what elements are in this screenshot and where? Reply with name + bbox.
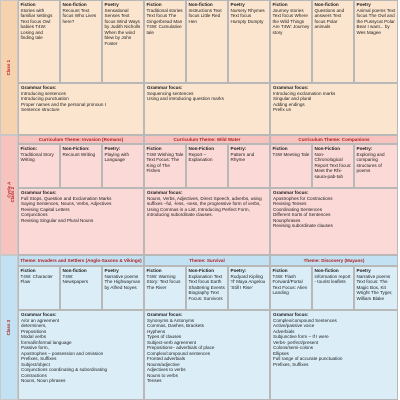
class2-grammar-box <box>18 188 144 255</box>
grammar-line: Full Stops, Question and Exclamation Marks <box>21 195 112 201</box>
grammar-line: Revising subordinate clauses <box>273 223 333 228</box>
grammar-line: Verbs- perfect/present <box>273 339 319 345</box>
class2-theme: Curriculum Theme: Wild Water <box>144 135 270 144</box>
class3-cell <box>102 266 144 310</box>
grammar-line: Prepositions <box>21 328 47 334</box>
class3-theme: Theme: Invaders and Settlers (Anglo-Saxons & Vikings) <box>18 255 144 266</box>
class2-cell <box>102 144 144 188</box>
grammar-line: Nounphrases <box>273 217 301 223</box>
grammar-heading: Grammar focus: <box>273 190 309 195</box>
side-labels <box>0 0 18 400</box>
grammar-line: Introducing punctuation <box>21 96 69 101</box>
cell-body: Recount Writing <box>62 151 96 157</box>
cell-body: T4W Meeting Tale <box>272 151 310 157</box>
grammar-line: Revising Singular and Plural Nouns <box>21 217 94 223</box>
cell-heading: Poetry: <box>356 146 373 151</box>
class2-theme: Curriculum Theme: Invasion (Romans) <box>18 135 144 144</box>
cell-body: T4W: Newspapers <box>62 273 89 284</box>
class1-cell <box>354 0 398 83</box>
grammar-heading: Grammar focus: <box>21 312 57 317</box>
grammar-line: Prefix un <box>273 107 292 112</box>
cell-body: Instructions Text focus Little Red Hen <box>188 7 222 24</box>
grammar-line: Types of clauses <box>147 334 182 339</box>
timetable-grid <box>18 0 398 400</box>
class2-theme-row <box>18 135 398 144</box>
cell-heading: Poetry: <box>104 146 121 151</box>
grammar-line: Complex/compound Sentences <box>273 317 337 323</box>
grammar-line: Revising Capital Letters <box>21 206 70 212</box>
grammar-line: Revising Tenses <box>273 201 307 206</box>
grammar-line: Nouns, Verbs, Adjectives, Direct Speech, adverbs, using suffixes –ful, -less, -ness, the progressive form of verbs, Using Commas in a List, Introducing Perfect Form, introducing subordinate clauses. <box>147 195 262 217</box>
class2-cell <box>270 144 312 188</box>
cell-heading: Non-Fiction <box>314 146 341 151</box>
grammar-line: Apostrophes for Contractions <box>273 195 333 201</box>
grammar-line: Prepositions– adverbials of place <box>147 345 215 350</box>
grammar-line: Nouns/adjective <box>147 361 180 367</box>
cell-heading: Poetry: <box>230 146 247 151</box>
cell-heading: Poetry <box>356 2 371 7</box>
grammar-line: Singular and plural <box>273 96 312 101</box>
grammar-line: Sequencing sentences <box>147 90 194 96</box>
class1-cell <box>270 0 312 83</box>
cell-heading: Fiction <box>146 268 162 273</box>
cell-heading: Non-fiction <box>314 268 339 273</box>
cell-heading: Non-fiction <box>62 268 87 273</box>
class3-cell <box>144 266 186 310</box>
grammar-line: A/or an agreement <box>21 317 60 323</box>
class3-theme: Theme: Discovery (Mayans) <box>270 255 398 266</box>
cell-body: Pattern and Rhyme <box>230 151 255 162</box>
grammar-line: Conjunctions coordinating & subordinating <box>21 367 108 372</box>
class1-label: Class 1 <box>6 59 12 76</box>
cell-body: Animal poems Text focus The Owl and the Pussycat Polar Bear I want... by Wes Magee <box>356 7 396 35</box>
cell-body: Rudyard Kipling 'If' Maya Angelou 'Still I Rise' <box>230 273 266 290</box>
grammar-line: Sentence structure <box>21 107 60 112</box>
class3-cell <box>354 266 398 310</box>
grammar-line: Complex/compound sentences <box>147 350 211 356</box>
class1-cell <box>144 0 186 83</box>
cell-heading: Poetry <box>356 268 371 273</box>
grammar-heading: Grammar focus: <box>147 312 183 317</box>
grammar-line: Saying Sentences, Nouns, Verbs, Adjectives <box>21 201 112 206</box>
cell-heading: Poetry <box>230 2 245 7</box>
class1-cell <box>312 0 354 83</box>
cell-body: Non-Chronological Report Text focus: Meet the Rhi-saura-pab-tah <box>314 151 352 179</box>
class3-cell <box>18 266 60 310</box>
grammar-line: Adverbials <box>273 328 295 334</box>
grammar-line: Proper names and the personal pronoun I <box>21 101 107 107</box>
class2-cell <box>186 144 228 188</box>
cell-heading: Non-fiction <box>314 2 339 7</box>
class2-cell <box>228 144 270 188</box>
grammar-line: Passive form, <box>21 345 49 350</box>
class2-cell <box>312 144 354 188</box>
class1-cell <box>186 0 228 83</box>
class1-grammar-box <box>18 83 144 135</box>
grammar-line: Apostrophes – possession and omission <box>21 350 104 356</box>
class2-theme: Curriculum Theme: Companions <box>270 135 398 144</box>
cell-body: Traditional stories Text focus The Gingerbread Man T4W: Cumulative tale <box>146 7 183 35</box>
grammar-line: Modal verbs <box>21 334 47 339</box>
class3-cell <box>228 266 270 310</box>
grammar-heading: Grammar focus: <box>21 190 57 195</box>
class2-text-row <box>18 144 398 188</box>
class1-grammar-box <box>144 83 270 135</box>
grammar-line: Coordinating Sentences <box>273 206 323 212</box>
class3-label: Class 3 <box>6 319 12 336</box>
grammar-line: Prefixes, Suffixes <box>273 361 309 367</box>
grammar-line: Subject/object <box>21 361 50 367</box>
cell-body: T4W: Warning Story: Text focus The River <box>146 273 181 290</box>
cell-body: Stories with familiar settings Text focus Owl babies T4W: Losing and finding tale <box>20 7 53 40</box>
grammar-line: determiners, <box>21 323 47 328</box>
cell-body: information report - tourist leaflets <box>314 273 351 284</box>
cell-body: Report – Explanation <box>188 151 213 162</box>
grammar-line: Adjectives to verbs <box>147 367 186 372</box>
cell-body: Recount Text focus Who Lives here? <box>62 7 97 24</box>
cell-heading: Fiction: <box>20 146 38 151</box>
class2-cell <box>144 144 186 188</box>
cell-heading: Poetry <box>104 268 119 273</box>
class1-text-row <box>18 0 398 83</box>
cell-heading: Non-Fiction: <box>62 146 90 151</box>
grammar-line: Commas, Dashes, Brackets <box>147 323 204 328</box>
grammar-line: formal/informal language <box>21 339 72 345</box>
grammar-line: Subjunctive form – If I were <box>273 334 329 339</box>
class3-cell <box>312 266 354 310</box>
cell-heading: Non-fiction <box>62 2 87 7</box>
grammar-line: Introducing sentences <box>21 90 66 96</box>
cell-heading: Fiction <box>146 2 162 7</box>
class1-grammar-box <box>270 83 398 135</box>
class3-grammar-box <box>144 310 270 400</box>
grammar-line: Subject-verb agreement <box>147 339 197 345</box>
class2-grammar-box <box>144 188 270 255</box>
grammar-line: Ellipses <box>273 350 289 356</box>
grammar-heading: Grammar focus: <box>273 312 309 317</box>
class3-text-row <box>18 266 398 310</box>
class2-grammar-box <box>270 188 398 255</box>
cell-body: Narrative poems The Highwayman by Alfred Noyes <box>104 273 141 290</box>
class1-side-band <box>0 0 18 135</box>
cell-body: T4W Wishing Tale Text Focus: The King of The Fishes <box>146 151 184 173</box>
cell-heading: Fiction <box>146 146 162 151</box>
class3-cell <box>186 266 228 310</box>
grammar-line: Tenses <box>147 378 162 383</box>
cell-body: Nursery Rhymes Text focus Humpty Dumpty <box>230 7 265 24</box>
class2-label: Class 2 <box>10 187 16 203</box>
grammar-line: Hyphens <box>147 328 166 334</box>
cycle-a-band <box>0 150 18 230</box>
cell-body: T4W: Character Flaw <box>20 273 53 284</box>
grammar-line: Different Sorts of Sentences <box>273 212 331 217</box>
grammar-line: Contractions <box>21 372 47 378</box>
cell-heading: Fiction <box>272 146 288 151</box>
grammar-heading: Grammar focus: <box>273 85 309 90</box>
class3-grammar-row <box>18 310 398 400</box>
cell-heading: Fiction <box>272 2 288 7</box>
class3-grammar-box <box>18 310 144 400</box>
class3-cell <box>60 266 102 310</box>
class2-cell <box>60 144 102 188</box>
grammar-heading: Grammar focus: <box>147 190 183 195</box>
class2-grammar-row <box>18 188 398 255</box>
cell-heading: Non-Fiction <box>188 268 215 273</box>
cell-heading: Poetry: <box>230 268 247 273</box>
grammar-heading: Grammar focus: <box>21 85 57 90</box>
cell-body: Narrative poems Text focus: The Magic Box, Kit Wright The Tyger, William Blake <box>356 273 393 301</box>
cell-body: Explanation Text Text focus Earth Shattering Events Biography Text Focus: Survivors <box>188 273 225 301</box>
cell-heading: Fiction <box>272 268 288 273</box>
cell-body: Playing with Language <box>104 151 130 162</box>
grammar-line: Fronted adverbials <box>147 356 186 361</box>
grammar-line: Prefixes, Suffixes <box>21 356 57 361</box>
grammar-line: Nouns, Noun phrases <box>21 378 66 383</box>
grammar-line: Synonyms & Antonyms <box>147 317 195 323</box>
class3-grammar-box <box>270 310 398 400</box>
cell-body: Exploring and comparing structures of poems <box>356 151 385 173</box>
cell-heading: Non-Fiction <box>188 146 215 151</box>
cell-heading: Fiction <box>20 268 36 273</box>
class2-cell <box>18 144 60 188</box>
class1-cell <box>228 0 270 83</box>
class1-cell <box>18 0 60 83</box>
grammar-line: Using and introducing question marks <box>147 96 224 101</box>
class1-grammar-row <box>18 83 398 135</box>
grammar-line: Introducing exclamation marks <box>273 90 336 96</box>
class1-cell <box>102 0 144 83</box>
grammar-line: Nouns to verbs <box>147 372 178 378</box>
grammar-line: Full range of accurate punctuation <box>273 356 343 361</box>
cell-heading: Non-fiction <box>188 2 213 7</box>
class3-cell <box>270 266 312 310</box>
class1-cell <box>60 0 102 83</box>
class2-cell <box>354 144 398 188</box>
cell-body: Questions and answers Text focus Polar animals <box>314 7 345 29</box>
cell-heading: Fiction <box>20 2 36 7</box>
class3-side-band <box>0 255 18 400</box>
grammar-line: Adding endings <box>273 101 305 107</box>
cell-body: Sensational Senses Text focus Wind Ways by Judith Nicholls When the wind blew by John Foster <box>104 7 141 46</box>
cell-heading: Poetry <box>104 2 119 7</box>
grammar-line: Colons/semi-colons <box>273 345 314 350</box>
cell-body: T4W: Flash Forward/Portal Text Focus: Alien Landing <box>272 273 308 295</box>
class3-theme-row <box>18 255 398 266</box>
cycle-a-label: Cycle A <box>6 182 12 198</box>
cell-body: Journey stories Text focus Where the Wild Things Are T4W: Journey story <box>272 7 310 35</box>
cell-body: Traditional Story Writing <box>20 151 54 162</box>
grammar-line: Active/passive voice <box>273 323 315 328</box>
grammar-line: Conjunctions <box>21 212 48 217</box>
class3-theme: Theme: Survival <box>144 255 270 266</box>
grammar-heading: Grammar focus: <box>147 85 183 90</box>
